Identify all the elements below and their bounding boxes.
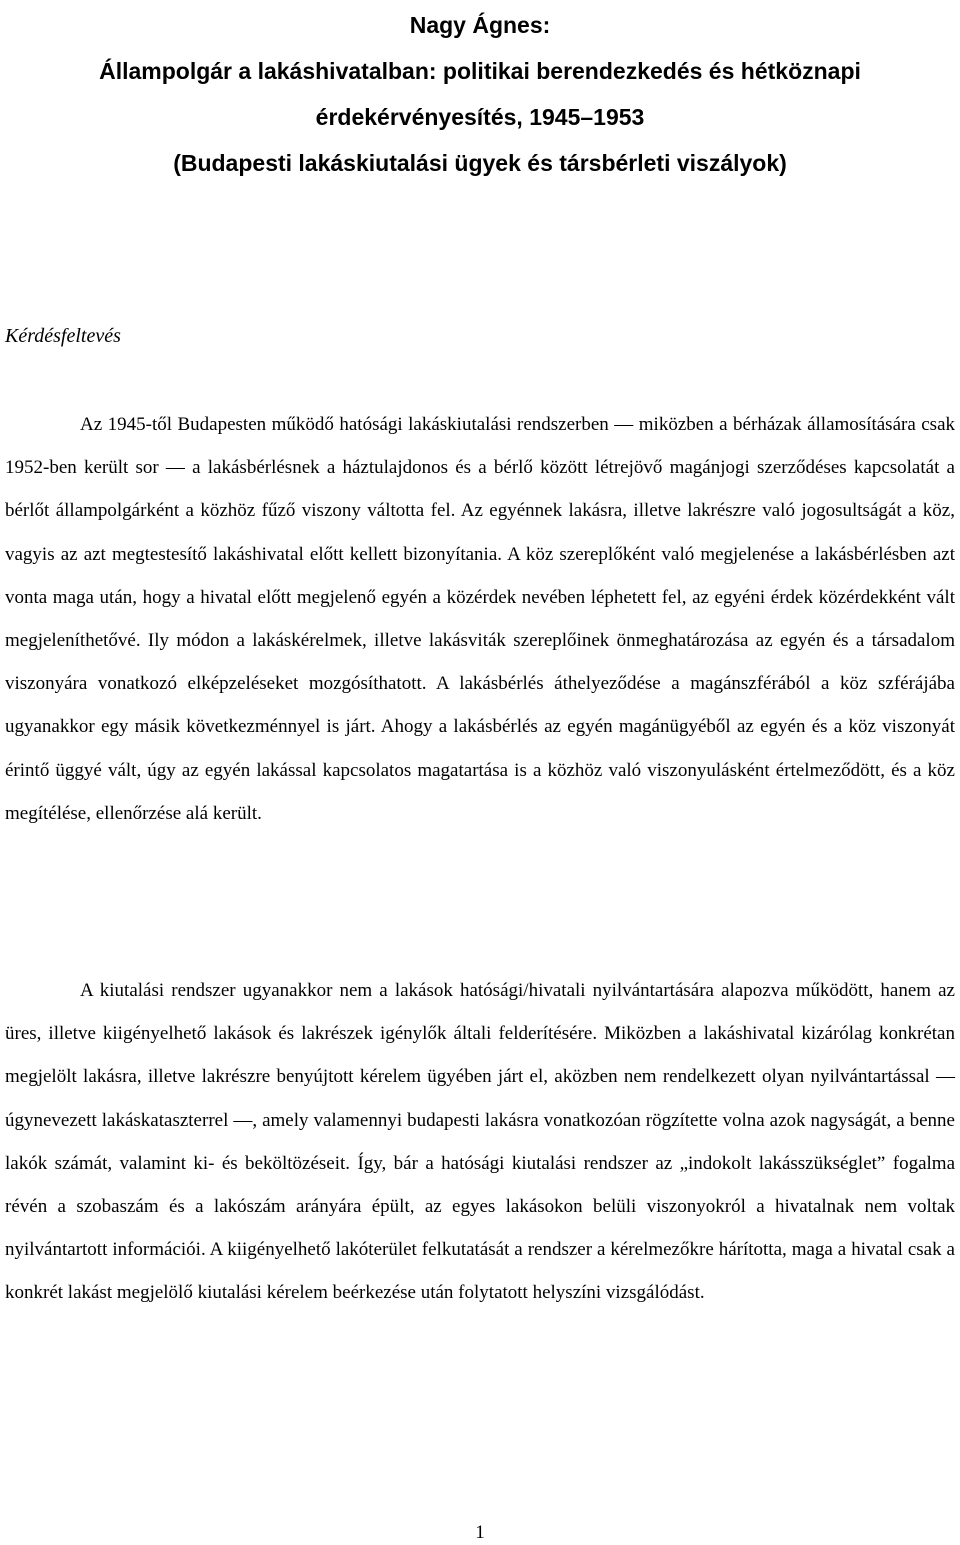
body-paragraph-1: Az 1945-től Budapesten működő hatósági lakáskiutalási rendszerben ― miközben a bérházak államosítására csak 1952-ben került sor ― a lakásbérlésnek a háztulajdonos és a bérlő között létrejövő magánjogi szerződéses kapcsolatát a bérlőt állampolgárként a közhöz fűző viszony váltotta fel. Az egyénnek lakásra, illetve lakrészre való jogosultságát a köz, vagyis az azt megtestesítő lakáshivatal előtt kellett bizonyítania. A köz szereplőként való megjelenése a lakásbérlésben azt vonta maga után, hogy a hivatal előtt megjelenő egyén a közérdek nevében léphetett fel, az egyéni érdek közérdekként vált megjeleníthetővé. Ily módon a lakáskérelmek, illetve lakásviták szereplőinek önmeghatározása az egyén és a társadalom viszonyára vonatkozó elképzeléseket mozgósíthatott. A lakásbérlés áthelyeződése a magánszférából a köz szférájába ugyanakkor egy másik következménnyel is járt. Ahogy a lakásbérlés az egyén magánügyéből az egyén és a köz viszonyát érintő üggyé vált, úgy az egyén lakással kapcsolatos magatartása is a közhöz való viszonyulásként értelmeződött, és a köz megítélése, ellenőrzése alá került. <box>5 414 955 824</box>
title-line-1: Állampolgár a lakáshivatalban: politikai berendezkedés és hétköznapi <box>99 58 861 84</box>
body-paragraph-2: A kiutalási rendszer ugyanakkor nem a lakások hatósági/hivatali nyilvántartására alapozva működött, hanem az üres, illetve kiigényelhető lakások és lakrészek igénylők általi felderítésére. Miközben a lakáshivatal kizárólag konkrétan megjelölt lakásra, illetve lakrészre benyújtott kérelem ügyében járt el, aközben nem rendelkezett olyan nyilvántartással ― úgynevezett lakáskataszterrel ―, amely valamennyi budapesti lakásra vonatkozóan rögzítette volna azok nagyságát, a benne lakók számát, valamint ki- és beköltözéseit. Így, bár a hatósági kiutalási rendszer az „indokolt lakásszükséglet” fogalma révén a szobaszám és a lakószám arányára épült, az egyes lakásokon belüli viszonyokról a hivatalnak nem voltak nyilvántartott információi. A kiigényelhető lakóterület felkutatását a rendszer a kérelmezőkre hárította, maga a hivatal csak a konkrét lakást megjelölő kiutalási kérelem beérkezése után folytatott helyszíni vizsgálódást. <box>5 980 955 1304</box>
section-heading: Kérdésfeltevés <box>5 325 121 347</box>
page-number: 1 <box>475 1522 485 1543</box>
title-line-3: (Budapesti lakáskiutalási ügyek és társbérleti viszályok) <box>173 150 787 176</box>
title-author: Nagy Ágnes: <box>409 12 551 38</box>
title-line-2: érdekérvényesítés, 1945–1953 <box>315 104 645 130</box>
document-title <box>0 2 960 186</box>
